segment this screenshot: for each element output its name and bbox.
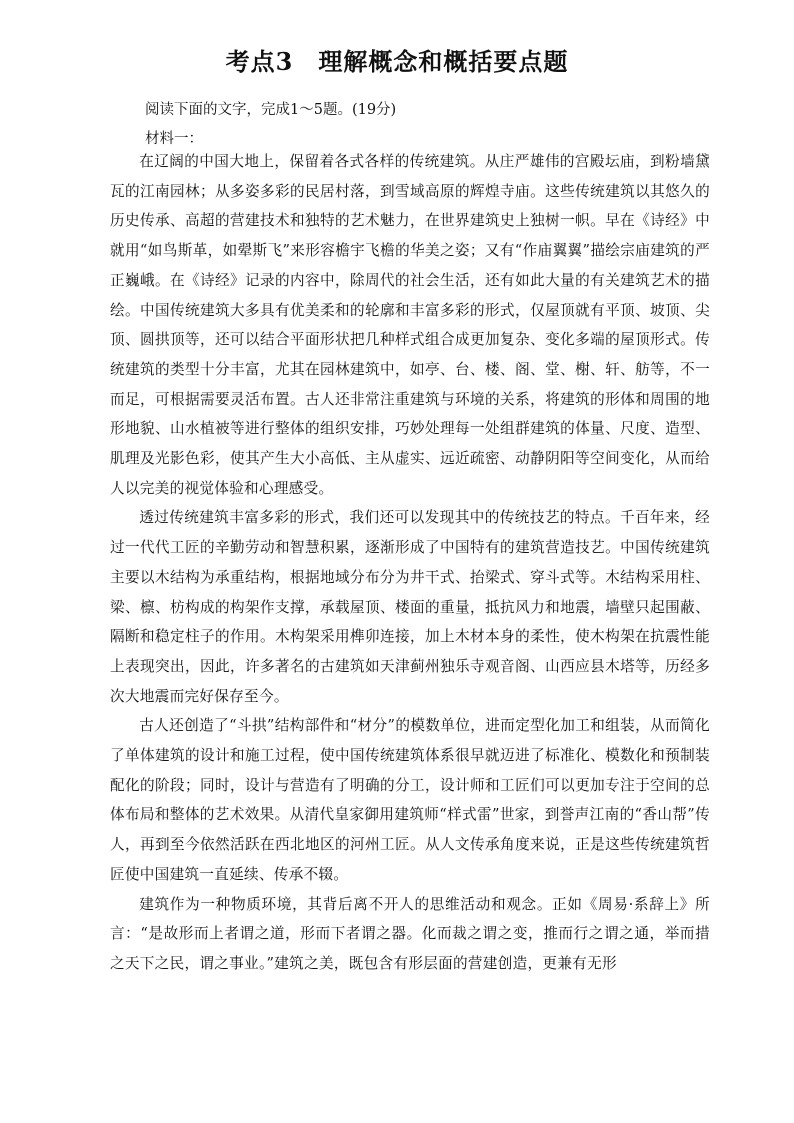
material-body <box>110 147 710 979</box>
question-instruction: 阅读下面的文字，完成1～5题。(19分) <box>145 102 397 118</box>
paragraph: 建筑作为一种物质环境，其背后离不开人的思维活动和观念。正如《周易·系辞上》所言：“是故形而上者谓之道，形而下者谓之器。化而裁之谓之变，推而行之谓之通，举而措之天下之民，谓之事业。”建筑之美，既包含有形层面的营建创造，更兼有无形 <box>110 895 710 972</box>
material-label: 材料一： <box>145 131 203 147</box>
paragraph: 透过传统建筑丰富多彩的形式，我们还可以发现其中的传统技艺的特点。千百年来，经过一代代工匠的辛勤劳动和智慧积累，逐渐形成了中国特有的建筑营造技艺。中国传统建筑主要以木结构为承重结构，根据地域分布分为井干式、抬梁式、穿斗式等。木结构采用柱、梁、檩、枋构成的构架作支撑，承载屋顶、楼面的重量，抵抗风力和地震，墙壁只起围蔽、隔断和稳定柱子的作用。木构架采用榫卯连接，加上木材本身的柔性，使木构架在抗震性能上表现突出，因此，许多著名的古建筑如天津蓟州独乐寺观音阁、山西应县木塔等，历经多次大地震而完好保存至今。 <box>110 509 710 705</box>
paragraph: 在辽阔的中国大地上，保留着各式各样的传统建筑。从庄严雄伟的宫殿坛庙，到粉墙黛瓦的江南园林；从多姿多彩的民居村落，到雪域高原的辉煌寺庙。这些传统建筑以其悠久的历史传承、高超的营建技术和独特的艺术魅力，在世界建筑史上独树一帜。早在《诗经》中就用“如鸟斯革，如翚斯飞”来形容檐宇飞檐的华美之姿；又有“作庙翼翼”描绘宗庙建筑的严正巍峨。在《诗经》记录的内容中，除周代的社会生活，还有如此大量的有关建筑艺术的描绘。中国传统建筑大多具有优美柔和的轮廓和丰富多彩的形式，仅屋顶就有平顶、坡顶、尖顶、圆拱顶等，还可以结合平面形状把几种样式组合成更加复杂、变化多端的屋顶形式。传统建筑的类型十分丰富，尤其在园林建筑中，如亭、台、楼、阁、堂、榭、轩、舫等，不一而足，可根据需要灵活布置。古人还非常注重建筑与环境的关系，将建筑的形体和周围的地形地貌、山水植被等进行整体的组织安排，巧妙处理每一处组群建筑的体量、尺度、造型、肌理及光影色彩，使其产生大小高低、主从虚实、远近疏密、动静阴阳等空间变化，从而给人以完美的视觉体验和心理感受。 <box>110 153 710 497</box>
page-title: 考点3 理解概念和概括要点题 <box>225 47 569 76</box>
paragraph: 古人还创造了“斗拱”结构部件和“材分”的模数单位，进而定型化加工和组装，从而简化了单体建筑的设计和施工过程，使中国传统建筑体系很早就迈进了标准化、模数化和预制装配化的阶段；同时，设计与营造有了明确的分工，设计师和工匠们可以更加专注于空间的总体布局和整体的艺术效果。从清代皇家御用建筑师“样式雷”世家，到誉声江南的“香山帮”传人，再到至今依然活跃在西北地区的河州工匠。从人文传承角度来说，正是这些传统建筑哲匠使中国建筑一直延续、传承不辍。 <box>110 717 710 883</box>
